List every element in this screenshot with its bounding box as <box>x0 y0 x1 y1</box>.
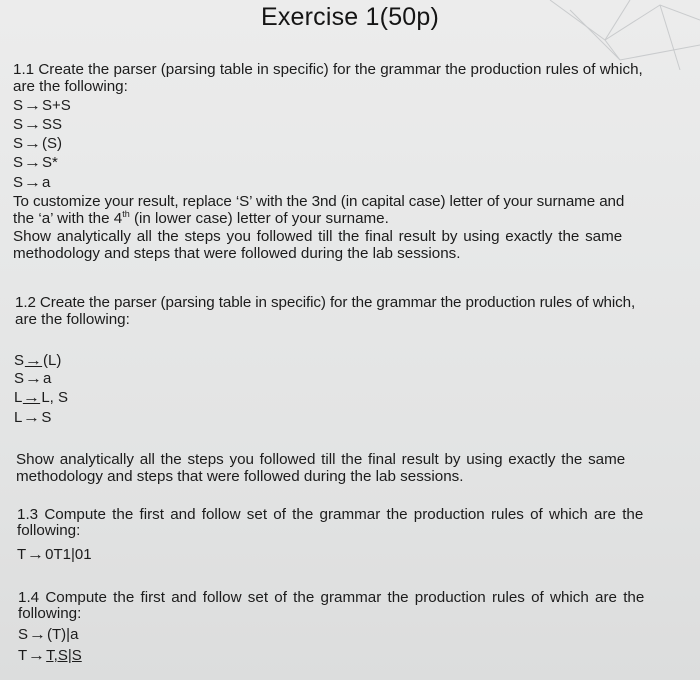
ex1-1-rule: S→S* <box>13 154 58 171</box>
ex1-3-intro-line-2: following: <box>17 522 81 539</box>
ex1-4-intro-line-2: following: <box>18 605 82 622</box>
ex1-4-rule: T→T,S|S <box>18 647 82 664</box>
ex1-1-rule: S→(S) <box>13 135 63 152</box>
ex1-2-rule: S→a <box>14 370 52 387</box>
ex1-1-show-line-2: methodology and steps that were followed during the lab sessions. <box>13 245 461 262</box>
ex1-3-rule: T→0T1|01 <box>17 546 92 563</box>
ex1-1-intro-line-1: 1.1 Create the parser (parsing table in specific) for the grammar the production rules of which, <box>13 61 643 78</box>
arrow-icon: → <box>28 626 47 643</box>
ex1-1-intro-line-2: are the following: <box>13 78 128 95</box>
ex1-3-intro-line-1: 1.3 Compute the first and follow set of the grammar the production rules of which are the <box>17 506 644 523</box>
ex1-1-show-line-1: Show analytically all the steps you followed till the final result by using exactly the same <box>13 228 623 245</box>
arrow-icon: → <box>23 116 42 133</box>
arrow-icon: → <box>23 154 42 171</box>
ex1-1-rule: S→S+S <box>13 97 71 114</box>
arrow-icon: → <box>23 409 41 426</box>
arrow-icon: → <box>23 97 42 114</box>
arrow-icon: → <box>23 174 42 191</box>
arrow-icon: → <box>23 135 42 152</box>
page-title: Exercise 1(50p) <box>260 3 440 31</box>
ex1-1-rule: S→SS <box>13 116 63 133</box>
ex1-2-show-line-2: methodology and steps that were followed during the lab sessions. <box>16 468 464 485</box>
ex1-4-intro-line-1: 1.4 Compute the first and follow set of the grammar the production rules of which are the <box>18 589 645 606</box>
arrow-icon: → <box>28 647 46 664</box>
ex1-2-rule: S→(L) <box>14 352 62 369</box>
ex1-1-rule: S→a <box>13 174 51 191</box>
ex1-4-rule: S→(T)|a <box>18 626 79 643</box>
ex1-2-intro-line-1: 1.2 Create the parser (parsing table in specific) for the grammar the production rules of which, <box>15 294 636 311</box>
arrow-icon: → <box>27 546 45 563</box>
ex1-1-customize-line-2: the ‘a’ with the 4th (in lower case) letter of your surname. <box>13 208 389 227</box>
ex1-2-rule: L→L, S <box>14 389 69 406</box>
arrow-icon: → <box>23 389 41 406</box>
arrow-icon: → <box>24 370 43 387</box>
arrow-icon: → <box>24 352 43 369</box>
ex1-2-show-line-1: Show analytically all the steps you followed till the final result by using exactly the same <box>16 451 626 468</box>
ex1-2-intro-line-2: are the following: <box>15 311 130 328</box>
ex1-2-rule: L→S <box>14 409 52 426</box>
ex1-1-customize-line-1: To customize your result, replace ‘S’ with the 3nd (in capital case) letter of your surname and <box>13 193 625 210</box>
